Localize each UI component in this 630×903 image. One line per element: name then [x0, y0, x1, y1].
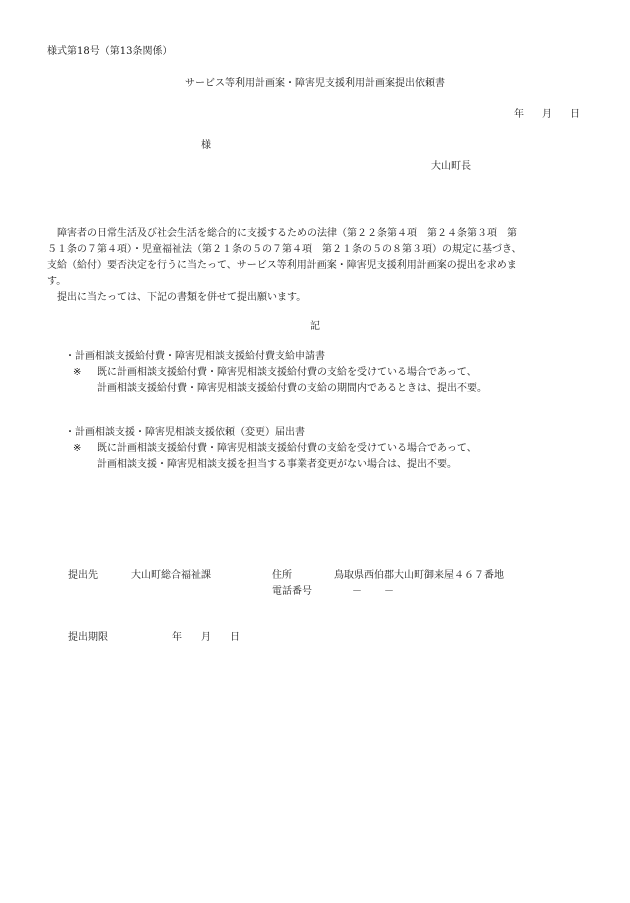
address-label: 住所 — [272, 570, 292, 581]
ki-heading: 記 — [310, 321, 320, 332]
sender-name: 大山町長 — [431, 161, 471, 172]
note-mark: ※ — [73, 443, 82, 454]
note-line: 既に計画相談支援給付費・障害児相談支援給付費の支給を受けている場合であって、 — [97, 443, 477, 454]
body-line: ５１条の７第４項）・児童福祉法（第２１条の５の７第４項 第２１条の５の８第３項）の規定に基づき、 — [47, 244, 522, 255]
required-document-2: ・計画相談支援・障害児相談支援依頼（変更）届出書 — [65, 427, 305, 438]
date-day: 日 — [570, 109, 580, 120]
deadline-label: 提出期限 — [68, 632, 108, 643]
phone-value: － － — [352, 586, 400, 597]
body-line: 提出に当たっては、下記の書類を併せて提出願います。 — [57, 292, 307, 303]
date-year: 年 — [514, 109, 524, 120]
deadline-month: 月 — [201, 632, 211, 643]
note-mark: ※ — [73, 367, 82, 378]
address-value: 鳥取県西伯郡大山町御来屋４６７番地 — [334, 570, 504, 581]
phone-label: 電話番号 — [272, 586, 312, 597]
note-line: 計画相談支援・障害児相談支援を担当する事業者変更がない場合は、提出不要。 — [97, 459, 457, 470]
date-month: 月 — [542, 109, 552, 120]
page-title: サービス等利用計画案・障害児支援利用計画案提出依頼書 — [185, 78, 445, 89]
note-line: 計画相談支援給付費・障害児相談支援給付費の支給の期間内であるときは、提出不要。 — [97, 383, 487, 394]
submission-office: 大山町総合福祉課 — [131, 570, 211, 581]
form-number: 様式第18号（第13条関係） — [47, 46, 173, 57]
required-document-1: ・計画相談支援給付費・障害児相談支援給付費支給申請書 — [65, 351, 325, 362]
deadline-year: 年 — [172, 632, 182, 643]
deadline-day: 日 — [230, 632, 240, 643]
date-row — [514, 110, 580, 120]
body-line: 支給（給付）要否決定を行うに当たって、サービス等利用計画案・障害児支援利用計画案の提出を求めま — [47, 260, 517, 271]
body-line: す。 — [47, 276, 67, 287]
body-line: 障害者の日常生活及び社会生活を総合的に支援するための法律（第２２条第４項 第２４条第３項 第 — [57, 228, 517, 239]
body-paragraph — [47, 226, 583, 306]
submission-label: 提出先 — [68, 570, 98, 581]
note-line: 既に計画相談支援給付費・障害児相談支援給付費の支給を受けている場合であって、 — [97, 367, 477, 378]
addressee-suffix: 様 — [201, 140, 211, 151]
